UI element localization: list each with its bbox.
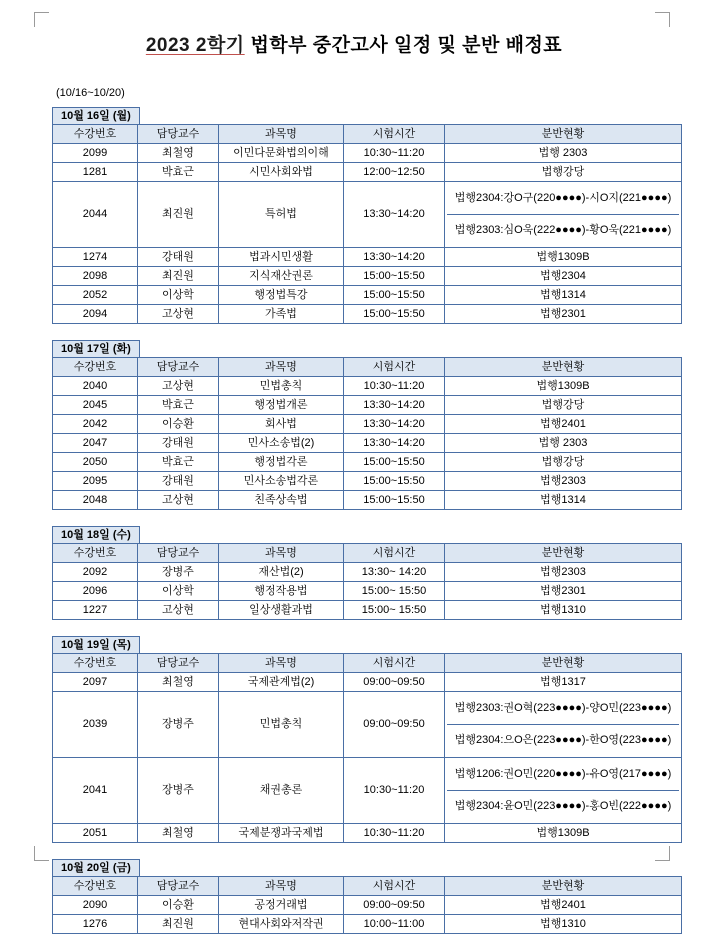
cell-no: 2092 — [53, 563, 138, 582]
cell-prof: 이상학 — [138, 286, 219, 305]
cell-room: 법행2304 — [445, 267, 682, 286]
column-header: 담당교수 — [138, 125, 219, 144]
table-row — [53, 286, 682, 305]
cell-room: 법행2303 — [445, 472, 682, 491]
cell-subject: 일상생활과법 — [219, 601, 344, 620]
cell-time: 10:30~11:20 — [344, 824, 445, 843]
cell-room: 법행강당 — [445, 163, 682, 182]
cell-no: 2098 — [53, 267, 138, 286]
column-header: 분반현황 — [445, 125, 682, 144]
date-range: (10/16~10/20) — [56, 87, 125, 99]
cell-subject: 가족법 — [219, 305, 344, 324]
cell-prof: 장병주 — [138, 563, 219, 582]
cell-subject: 민법총칙 — [219, 377, 344, 396]
cell-subject: 회사법 — [219, 415, 344, 434]
cell-prof: 최진원 — [138, 267, 219, 286]
schedule-days — [52, 107, 672, 934]
cell-room: 법행강당 — [445, 453, 682, 472]
day-label: 10월 17일 (화) — [52, 340, 140, 357]
column-header: 수강번호 — [53, 125, 138, 144]
cell-prof: 최철영 — [138, 824, 219, 843]
page-title — [52, 28, 656, 61]
cell-no: 2097 — [53, 673, 138, 692]
cell-prof: 장병주 — [138, 692, 219, 758]
cell-time: 15:00~15:50 — [344, 286, 445, 305]
table-row — [53, 434, 682, 453]
column-header: 분반현황 — [445, 544, 682, 563]
cell-prof: 박효근 — [138, 453, 219, 472]
cell-prof: 고상현 — [138, 377, 219, 396]
cell-time: 09:00~09:50 — [344, 673, 445, 692]
cell-no: 2095 — [53, 472, 138, 491]
cell-subject: 채권총론 — [219, 758, 344, 824]
day-block — [52, 526, 656, 620]
table-row — [53, 896, 682, 915]
column-header: 담당교수 — [138, 654, 219, 673]
cell-room: 법행2401 — [445, 415, 682, 434]
table-row — [53, 692, 682, 758]
cell-room: 법행1309B — [445, 248, 682, 267]
crop-mark-bottom-left — [34, 846, 49, 861]
table-row — [53, 415, 682, 434]
cell-subject: 행정법개론 — [219, 396, 344, 415]
room-line: 법행2303:심O욱(222●●●●)-황O욱(221●●●●) — [454, 224, 672, 236]
table-header-row — [53, 544, 682, 563]
cell-room: 법행1310 — [445, 915, 682, 934]
column-header: 시험시간 — [344, 654, 445, 673]
cell-time: 13:30~ 14:20 — [344, 563, 445, 582]
cell-prof: 이승환 — [138, 896, 219, 915]
table-row — [53, 182, 682, 248]
cell-time: 13:30~14:20 — [344, 182, 445, 248]
cell-time: 13:30~14:20 — [344, 434, 445, 453]
cell-subject: 국제분쟁과국제법 — [219, 824, 344, 843]
table-row — [53, 472, 682, 491]
cell-no: 1281 — [53, 163, 138, 182]
cell-prof: 박효근 — [138, 163, 219, 182]
table-header-row — [53, 654, 682, 673]
cell-room: 법행1314 — [445, 491, 682, 510]
crop-mark-top-left — [34, 12, 49, 27]
column-header: 분반현황 — [445, 654, 682, 673]
cell-subject: 행정법각론 — [219, 453, 344, 472]
column-header: 과목명 — [219, 654, 344, 673]
crop-mark-top-right — [655, 12, 670, 27]
cell-time: 12:00~12:50 — [344, 163, 445, 182]
cell-prof: 고상현 — [138, 491, 219, 510]
cell-room: 법행2303 — [445, 563, 682, 582]
cell-subject: 행정법특강 — [219, 286, 344, 305]
document-content — [52, 22, 672, 950]
table-row — [53, 824, 682, 843]
cell-no: 2042 — [53, 415, 138, 434]
cell-no: 1227 — [53, 601, 138, 620]
day-label: 10월 19일 (목) — [52, 636, 140, 653]
table-row — [53, 305, 682, 324]
table-row — [53, 563, 682, 582]
cell-no: 2051 — [53, 824, 138, 843]
schedule-table — [52, 653, 682, 843]
cell-subject: 시민사회와법 — [219, 163, 344, 182]
schedule-table — [52, 357, 682, 510]
cell-time: 13:30~14:20 — [344, 415, 445, 434]
day-label-row — [52, 107, 656, 124]
cell-no: 1274 — [53, 248, 138, 267]
table-row — [53, 267, 682, 286]
cell-room: 법행 2303 — [445, 434, 682, 453]
table-row — [53, 915, 682, 934]
table-row — [53, 758, 682, 824]
cell-subject: 민사소송법(2) — [219, 434, 344, 453]
schedule-table — [52, 543, 682, 620]
cell-time: 15:00~15:50 — [344, 267, 445, 286]
column-header: 과목명 — [219, 877, 344, 896]
column-header: 시험시간 — [344, 877, 445, 896]
column-header: 과목명 — [219, 358, 344, 377]
column-header: 수강번호 — [53, 544, 138, 563]
day-block — [52, 859, 656, 934]
table-header-row — [53, 358, 682, 377]
cell-room: 법행강당 — [445, 396, 682, 415]
cell-prof: 강태원 — [138, 472, 219, 491]
table-row — [53, 163, 682, 182]
cell-no: 1276 — [53, 915, 138, 934]
cell-subject: 민사소송법각론 — [219, 472, 344, 491]
cell-no: 2050 — [53, 453, 138, 472]
table-row — [53, 248, 682, 267]
schedule-table — [52, 124, 682, 324]
day-label: 10월 16일 (월) — [52, 107, 140, 124]
day-block — [52, 636, 672, 843]
day-label-row — [52, 526, 656, 543]
cell-no: 2044 — [53, 182, 138, 248]
cell-no: 2090 — [53, 896, 138, 915]
day-label: 10월 18일 (수) — [52, 526, 140, 543]
column-header: 수강번호 — [53, 877, 138, 896]
cell-no: 2099 — [53, 144, 138, 163]
cell-prof: 최철영 — [138, 673, 219, 692]
column-header: 과목명 — [219, 125, 344, 144]
cell-time: 15:00~15:50 — [344, 305, 445, 324]
column-header: 담당교수 — [138, 544, 219, 563]
cell-room: 법행1310 — [445, 601, 682, 620]
table-row — [53, 491, 682, 510]
cell-room: 법행2401 — [445, 896, 682, 915]
room-line: 법행2304:으O은(223●●●●)-한O영(223●●●●) — [454, 734, 672, 746]
cell-time: 09:00~09:50 — [344, 692, 445, 758]
column-header: 분반현황 — [445, 877, 682, 896]
cell-prof: 박효근 — [138, 396, 219, 415]
cell-subject: 지식재산권론 — [219, 267, 344, 286]
cell-prof: 강태원 — [138, 248, 219, 267]
room-line: 법행2304:윤O민(223●●●●)-홍O빈(222●●●●) — [454, 800, 672, 812]
table-row — [53, 582, 682, 601]
cell-prof: 고상현 — [138, 601, 219, 620]
column-header: 분반현황 — [445, 358, 682, 377]
cell-room: 법행1314 — [445, 286, 682, 305]
page-title-rest: 법학부 중간고사 일정 및 분반 배정표 — [244, 35, 563, 56]
cell-time: 10:30~11:20 — [344, 377, 445, 396]
room-line: 법행1206:권O민(220●●●●)-유O영(217●●●●) — [447, 759, 679, 791]
cell-time: 15:00~15:50 — [344, 491, 445, 510]
cell-no: 2048 — [53, 491, 138, 510]
cell-subject: 행정작용법 — [219, 582, 344, 601]
table-header-row — [53, 877, 682, 896]
day-label-row — [52, 340, 656, 357]
cell-prof: 이상학 — [138, 582, 219, 601]
cell-room: 법행1317 — [445, 673, 682, 692]
cell-time: 15:00~15:50 — [344, 453, 445, 472]
column-header: 수강번호 — [53, 358, 138, 377]
cell-prof: 장병주 — [138, 758, 219, 824]
table-row — [53, 673, 682, 692]
cell-time: 15:00~ 15:50 — [344, 582, 445, 601]
column-header: 시험시간 — [344, 544, 445, 563]
room-line: 법행2303:권O혁(223●●●●)-양O민(223●●●●) — [447, 693, 679, 725]
table-row — [53, 601, 682, 620]
cell-time: 10:00~11:00 — [344, 915, 445, 934]
table-row — [53, 377, 682, 396]
cell-subject: 친족상속법 — [219, 491, 344, 510]
cell-room — [445, 692, 682, 758]
cell-room — [445, 182, 682, 248]
table-header-row — [53, 125, 682, 144]
day-label: 10월 20일 (금) — [52, 859, 140, 876]
cell-subject: 이민다문화법의이해 — [219, 144, 344, 163]
cell-room: 법행2301 — [445, 305, 682, 324]
cell-prof: 최진원 — [138, 182, 219, 248]
column-header: 담당교수 — [138, 877, 219, 896]
cell-time: 10:30~11:20 — [344, 758, 445, 824]
cell-time: 13:30~14:20 — [344, 396, 445, 415]
cell-subject: 공정거래법 — [219, 896, 344, 915]
column-header: 담당교수 — [138, 358, 219, 377]
cell-prof: 최철영 — [138, 144, 219, 163]
cell-no: 2040 — [53, 377, 138, 396]
column-header: 과목명 — [219, 544, 344, 563]
day-label-row — [52, 859, 656, 876]
cell-time: 15:00~15:50 — [344, 472, 445, 491]
cell-no: 2047 — [53, 434, 138, 453]
crop-mark-bottom-right — [655, 846, 670, 861]
day-label-row — [52, 636, 656, 653]
cell-no: 2045 — [53, 396, 138, 415]
cell-subject: 재산법(2) — [219, 563, 344, 582]
cell-room: 법행 2303 — [445, 144, 682, 163]
cell-time: 10:30~11:20 — [344, 144, 445, 163]
cell-subject: 법과시민생활 — [219, 248, 344, 267]
cell-prof: 최진원 — [138, 915, 219, 934]
column-header: 시험시간 — [344, 125, 445, 144]
table-row — [53, 396, 682, 415]
cell-time: 09:00~09:50 — [344, 896, 445, 915]
cell-no: 2052 — [53, 286, 138, 305]
cell-prof: 이승환 — [138, 415, 219, 434]
cell-subject: 현대사회와저작권 — [219, 915, 344, 934]
cell-no: 2039 — [53, 692, 138, 758]
table-row — [53, 144, 682, 163]
cell-subject: 민법총칙 — [219, 692, 344, 758]
column-header: 시험시간 — [344, 358, 445, 377]
cell-no: 2094 — [53, 305, 138, 324]
day-block — [52, 340, 656, 510]
room-line: 법행2304:강O구(220●●●●)-시O지(221●●●●) — [447, 183, 679, 215]
cell-time: 15:00~ 15:50 — [344, 601, 445, 620]
cell-no: 2096 — [53, 582, 138, 601]
cell-subject: 국제관계법(2) — [219, 673, 344, 692]
table-row — [53, 453, 682, 472]
cell-room: 법행1309B — [445, 377, 682, 396]
cell-prof: 고상현 — [138, 305, 219, 324]
column-header: 수강번호 — [53, 654, 138, 673]
cell-time: 13:30~14:20 — [344, 248, 445, 267]
cell-room: 법행1309B — [445, 824, 682, 843]
cell-no: 2041 — [53, 758, 138, 824]
cell-room — [445, 758, 682, 824]
cell-prof: 강태원 — [138, 434, 219, 453]
day-block — [52, 107, 672, 324]
cell-subject: 특허법 — [219, 182, 344, 248]
cell-room: 법행2301 — [445, 582, 682, 601]
schedule-table — [52, 876, 682, 934]
page-title-term: 2023 2학기 — [145, 35, 245, 56]
